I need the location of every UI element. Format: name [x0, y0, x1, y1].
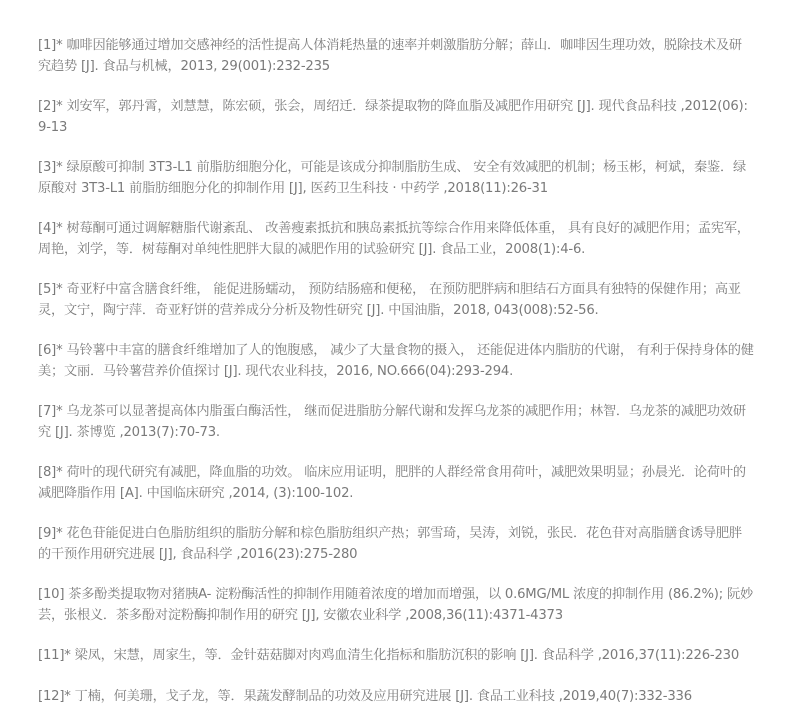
reference-list: [38, 36, 754, 727]
reference-item-2: [2]* 刘安军，郭丹霄，刘慧慧，陈宏硕，张会，周绍迁．绿茶提取物的降血脂及减肥作用研究 [J]. 现代食品科技 ,2012(06):9-13: [38, 99, 748, 135]
reference-item-7: [7]* 乌龙茶可以显著提高体内脂蛋白酶活性， 继而促进脂肪分解代谢和发挥乌龙茶的减肥作用；林智．乌龙茶的减肥功效研究 [J]. 茶博览 ,2013(7):70-73.: [38, 404, 746, 440]
reference-item-12: [12]* 丁楠，何美珊，戈子龙，等．果蔬发酵制品的功效及应用研究进展 [J]. 食品工业科技 ,2019,40(7):332-336: [38, 688, 692, 704]
reference-item-11: [11]* 梁凤，宋慧，周家生，等．金针菇菇脚对肉鸡血清生化指标和脂肪沉积的影响 [J]. 食品科学 ,2016,37(11):226-230: [38, 648, 740, 663]
reference-item-8: [8]* 荷叶的现代研究有减肥，降血脂的功效。 临床应用证明，肥胖的人群经常食用荷叶，减肥效果明显；孙晨光．论荷叶的减肥降脂作用 [A]. 中国临床研究 ,2014, (3):100-102.: [38, 465, 746, 501]
reference-item-9: [9]* 花色苷能促进白色脂肪组织的脂肪分解和棕色脂肪组织产热；郭雪琦，吴涛，刘锐，张民．花色苷对高脂膳食诱导肥胖的干预作用研究进展 [J], 食品科学 ,2016(23):275-280: [38, 526, 742, 562]
reference-item-6: [6]* 马铃薯中丰富的膳食纤维增加了人的饱腹感， 减少了大量食物的摄入， 还能促进体内脂肪的代谢， 有利于保持身体的健美；文丽．马铃薯营养价值探讨 [J]. 现代农业科技，2016, NO.666(04):293-294.: [38, 343, 754, 379]
reference-item-5: [5]* 奇亚籽中富含膳食纤维， 能促进肠蠕动， 预防结肠癌和便秘， 在预防肥胖病和胆结石方面具有独特的保健作用；高亚灵，文宁，陶宁萍．奇亚籽饼的营养成分分析及物性研究 [J]. 中国油脂，2018, 043(008):52-56.: [38, 282, 741, 318]
reference-item-4: [4]* 树莓酮可通过调解糖脂代谢紊乱、 改善瘦素抵抗和胰岛素抵抗等综合作用来降低体重， 具有良好的减肥作用；孟宪军，周艳，刘学，等．树莓酮对单纯性肥胖大鼠的减肥作用的试验研究 [J]. 食品工业，2008(1):4-6.: [38, 221, 750, 257]
reference-item-1: [1]* 咖啡因能够通过增加交感神经的活性提高人体消耗热量的速率并刺激脂肪分解；薛山．咖啡因生理功效，脱除技术及研究趋势 [J]. 食品与机械，2013, 29(001):232-235: [38, 38, 742, 74]
reference-item-3: [3]* 绿原酸可抑制 3T3-L1 前脂肪细胞分化，可能是该成分抑制脂肪生成、 安全有效减肥的机制；杨玉彬，柯斌，秦鉴．绿原酸对 3T3-L1 前脂肪细胞分化的抑制作用 [J], 医药卫生科技 · 中药学 ,2018(11):26-31: [38, 160, 746, 196]
reference-item-10: [10] 茶多酚类提取物对猪胰A- 淀粉酶活性的抑制作用随着浓度的增加而增强，以 0.6MG/ML 浓度的抑制作用 (86.2%); 阮妙芸，张根义．茶多酚对淀粉酶抑制作用的研究 [J], 安徽农业科学 ,2008,36(11):4371-4373: [38, 587, 753, 623]
